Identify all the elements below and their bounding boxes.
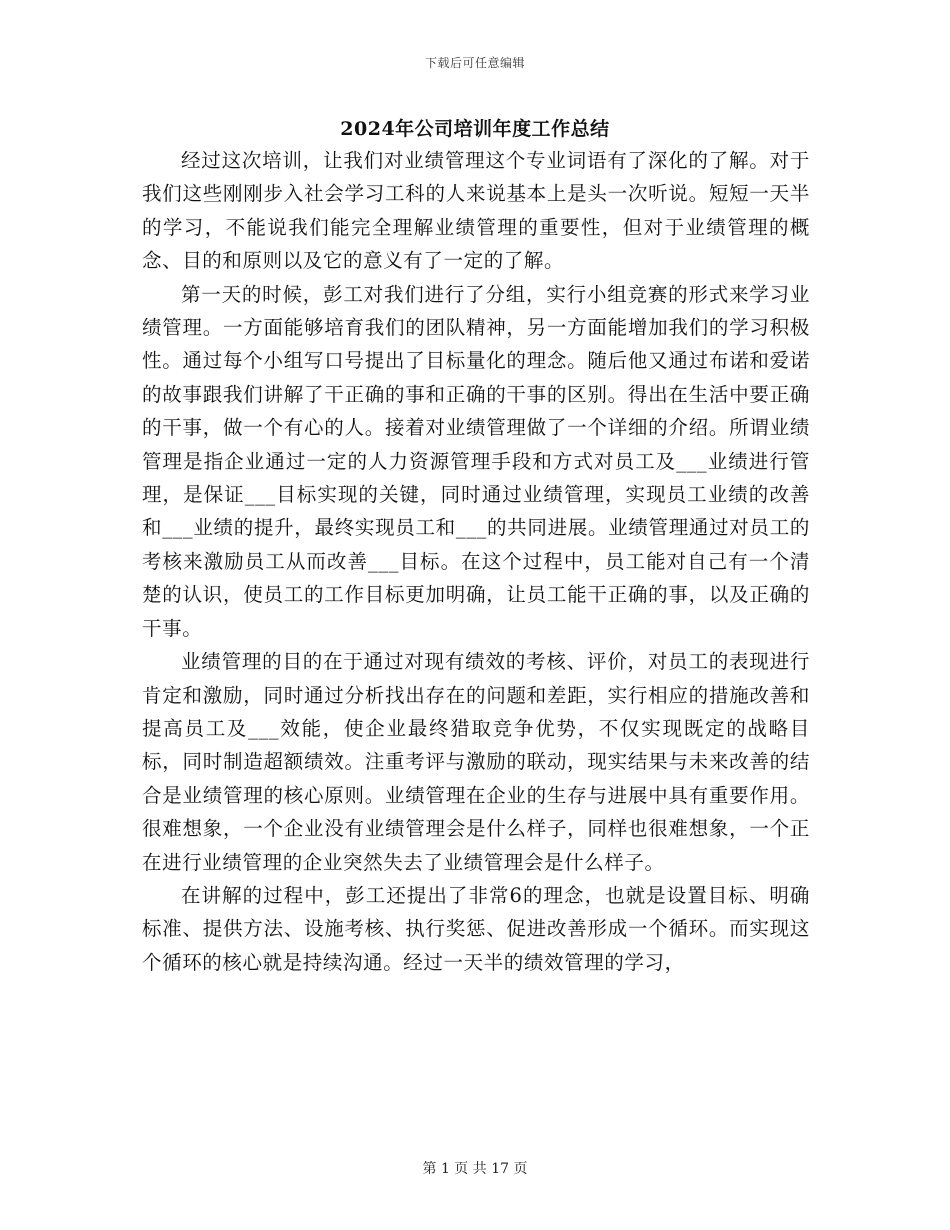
document-body (142, 144, 810, 979)
paragraph-2: 第一天的时候，彭工对我们进行了分组，实行小组竞赛的形式来学习业绩管理。一方面能够培育我们的团队精神，另一方面能增加我们的学习积极性。通过每个小组写口号提出了目标量化的理念。随后他又通过布诺和爱诺的故事跟我们讲解了干正确的事和正确的干事的区别。得出在生活中要正确的干事，做一个有心的人。接着对业绩管理做了一个详细的介绍。所谓业绩管理是指企业通过一定的人力资源管理手段和方式对员工及___业绩进行管理，是保证___目标实现的关键，同时通过业绩管理，实现员工业绩的改善和___业绩的提升，最终实现员工和___的共同进展。业绩管理通过对员工的考核来激励员工从而改善___目标。在这个过程中，员工能对自己有一个清楚的认识，使员工的工作目标更加明确，让员工能干正确的事，以及正确的干事。 (142, 282, 810, 640)
page-number: 第 1 页 共 17 页 (422, 1161, 528, 1177)
header-note: 下载后可任意编辑 (424, 56, 525, 70)
paragraph-3: 业绩管理的目的在于通过对现有绩效的考核、评价，对员工的表现进行肯定和激励，同时通过分析找出存在的问题和差距，实行相应的措施改善和提高员工及___效能，使企业最终猎取竞争优势，不仅实现既定的战略目标，同时制造超额绩效。注重考评与激励的联动，现实结果与未来改善的结合是业绩管理的核心原则。业绩管理在企业的生存与进展中具有重要作用。很难想象，一个企业没有业绩管理会是什么样子，同样也很难想象，一个正在进行业绩管理的企业突然失去了业绩管理会是什么样子。 (142, 650, 810, 874)
document-title: 2024年公司培训年度工作总结 (340, 118, 610, 140)
paragraph-1: 经过这次培训，让我们对业绩管理这个专业词语有了深化的了解。对于我们这些刚刚步入社会学习工科的人来说基本上是头一次听说。短短一天半的学习，不能说我们能完全理解业绩管理的重要性，但对于业绩管理的概念、目的和原则以及它的意义有了一定的了解。 (142, 149, 810, 273)
paragraph-4: 在讲解的过程中，彭工还提出了非常6的理念，也就是设置目标、明确标准、提供方法、设施考核、执行奖惩、促进改善形成一个循环。而实现这个循环的核心就是持续沟通。经过一天半的绩效管理的学习， (142, 883, 810, 974)
